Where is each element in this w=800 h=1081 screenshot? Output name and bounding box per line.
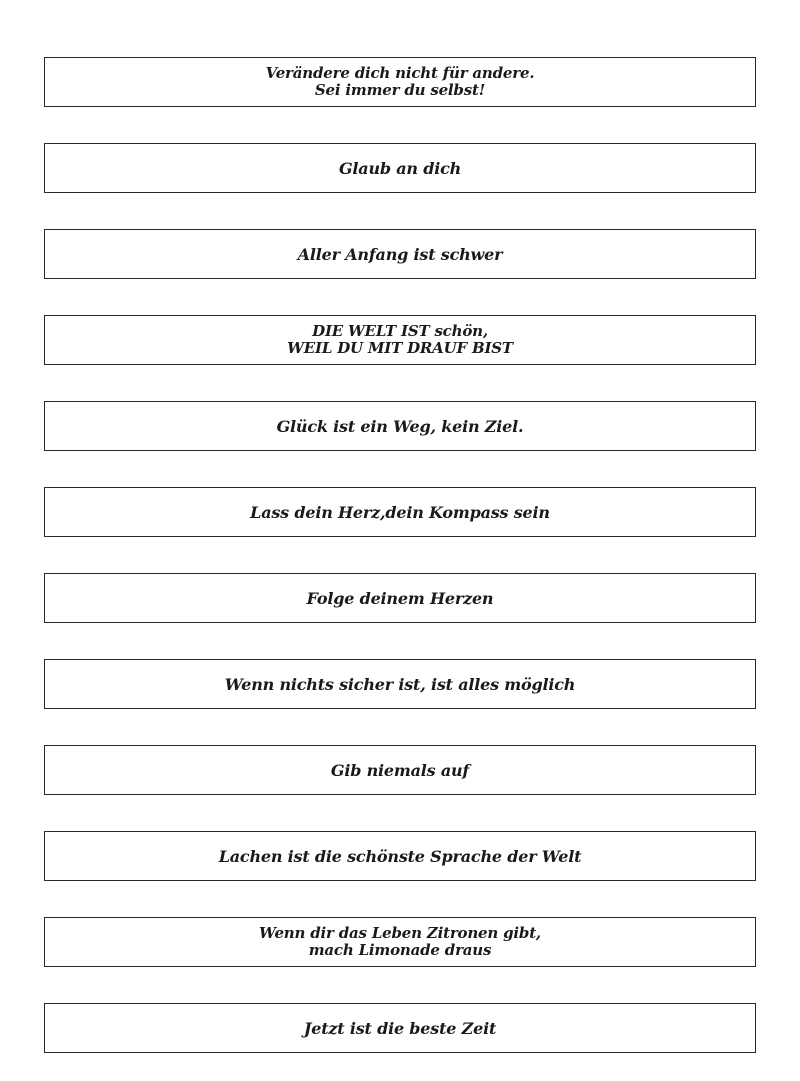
quote-line: Glück ist ein Weg, kein Ziel. xyxy=(276,416,524,436)
quote-box-5 xyxy=(44,401,756,451)
quote-line: Aller Anfang ist schwer xyxy=(297,244,503,264)
quote-box-2 xyxy=(44,143,756,193)
quote-line: Verändere dich nicht für andere. xyxy=(265,64,535,82)
quote-box-8 xyxy=(44,659,756,709)
quote-line: WEIL DU MIT DRAUF BIST xyxy=(287,339,513,357)
quote-line: Gib niemals auf xyxy=(330,760,470,780)
quote-box-11 xyxy=(44,917,756,967)
quote-box-6 xyxy=(44,487,756,537)
quote-line: Jetzt ist die beste Zeit xyxy=(303,1018,497,1038)
quote-line: Lass dein Herz,dein Kompass sein xyxy=(250,502,550,522)
quote-line: Sei immer du selbst! xyxy=(314,81,486,99)
quote-line: Wenn nichts sicher ist, ist alles möglich xyxy=(224,674,576,694)
quote-box-10 xyxy=(44,831,756,881)
quote-box-3 xyxy=(44,229,756,279)
quote-line: Wenn dir das Leben Zitronen gibt, xyxy=(259,924,541,942)
quote-line: mach Limonade draus xyxy=(308,941,492,959)
quote-box-7 xyxy=(44,573,756,623)
quote-box-12 xyxy=(44,1003,756,1053)
quote-box-9 xyxy=(44,745,756,795)
quote-line: Lachen ist die schönste Sprache der Welt xyxy=(218,846,582,866)
quote-line: Glaub an dich xyxy=(338,158,462,178)
quote-box-1 xyxy=(44,57,756,107)
quote-line: DIE WELT IST schön, xyxy=(312,322,488,340)
quote-line: Folge deinem Herzen xyxy=(306,588,494,608)
quote-box-4 xyxy=(44,315,756,365)
